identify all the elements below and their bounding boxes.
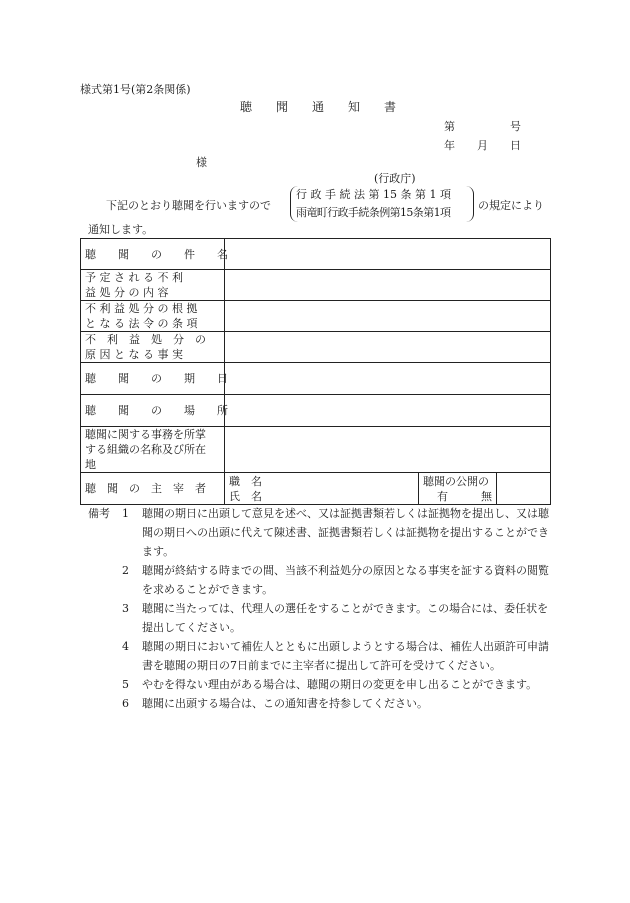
intro-text-second-line: 通知します。 — [88, 223, 154, 236]
name-label: 氏 名 — [229, 489, 262, 503]
note-text: 聴聞が終結する時までの間、当該不利益処分の原因となる事実を証する資料の閲覧を求めることができます。 — [142, 564, 549, 596]
document-number: 第 号 — [444, 120, 521, 133]
table-row — [81, 427, 551, 473]
addressee-suffix: 様 — [196, 156, 207, 169]
row-label-hearing-date: 聴 聞 の 期 日 — [81, 363, 225, 395]
note-number: 2 — [122, 564, 129, 577]
note-text: 聴聞に出頭する場合は、この通知書を持参してください。 — [142, 697, 428, 710]
form-number: 様式第1号(第2条関係) — [80, 83, 191, 96]
table-row — [81, 270, 551, 301]
list-item — [88, 599, 558, 637]
note-number: 5 — [122, 678, 129, 691]
public-hearing-cell — [419, 473, 497, 505]
row-value-administering-office[interactable] — [225, 427, 551, 473]
row-value-hearing-subject[interactable] — [225, 239, 551, 270]
row-label-legal-basis: 不 利 益 処 分 の 根 拠 と な る 法 令 の 条 項 — [81, 301, 225, 332]
note-number: 3 — [122, 602, 129, 615]
row-label-hearing-place: 聴 聞 の 場 所 — [81, 395, 225, 427]
row-label-planned-disposition: 予 定 さ れ る 不 利 益 処 分 の 内 容 — [81, 270, 225, 301]
intro-text-before: 下記のとおり聴聞を行いますので — [106, 199, 271, 212]
table-row — [81, 301, 551, 332]
presider-position-name-cell[interactable] — [225, 473, 419, 505]
row-label-causal-facts: 不 利 益 処 分 の 原 因 と な る 事 実 — [81, 332, 225, 363]
table-row — [81, 239, 551, 270]
public-hearing-label: 聴聞の公開の — [423, 474, 489, 488]
document-date: 年 月 日 — [444, 139, 521, 152]
table-row — [81, 332, 551, 363]
public-hearing-value[interactable] — [497, 473, 551, 505]
row-label-administering-office: 聴聞に関する事務を所掌 する組織の名称及び所在 地 — [81, 427, 225, 473]
note-text: 聴聞の期日において補佐人とともに出頭しようとする場合は、補佐人出頭許可申請書を聴聞の期日の7日前までに主宰者に提出して許可を受けてください。 — [142, 640, 549, 672]
public-hearing-options[interactable]: 有 無 — [437, 489, 492, 503]
row-value-hearing-place[interactable] — [225, 395, 551, 427]
document-title: 聴 聞 通 知 書 — [240, 100, 397, 114]
intro-text-after: の規定により — [478, 199, 544, 212]
list-item — [88, 504, 558, 561]
list-item — [88, 561, 558, 599]
list-item — [88, 675, 558, 694]
table-row — [81, 395, 551, 427]
issuer-label: (行政庁) — [374, 172, 416, 185]
note-number: 6 — [122, 697, 129, 710]
hearing-details-table — [80, 238, 551, 505]
note-text: 聴聞に当たっては、代理人の選任をすることができます。この場合には、委任状を提出してください。 — [142, 602, 549, 634]
notes-heading: 備考 — [88, 507, 110, 520]
row-value-planned-disposition[interactable] — [225, 270, 551, 301]
list-item — [88, 694, 558, 713]
note-text: やむを得ない理由がある場合は、聴聞の期日の変更を申し出ることができます。 — [142, 678, 538, 691]
list-item — [88, 637, 558, 675]
row-value-legal-basis[interactable] — [225, 301, 551, 332]
row-label-presider: 聴 聞 の 主 宰 者 — [81, 473, 225, 505]
table-row — [81, 473, 551, 505]
position-label: 職 名 — [229, 474, 262, 488]
row-value-causal-facts[interactable] — [225, 332, 551, 363]
law-option-2: 雨竜町行政手続条例第15条第1項 — [296, 206, 451, 219]
row-value-hearing-date[interactable] — [225, 363, 551, 395]
table-row — [81, 363, 551, 395]
note-text: 聴聞の期日に出頭して意見を述べ、又は証拠書類若しくは証拠物を提出し、又は聴聞の期日への出頭に代えて陳述書、証拠書類若しくは証拠物を提出することができます。 — [142, 507, 549, 558]
notes-section — [88, 504, 558, 713]
row-label-hearing-subject: 聴 聞 の 件 名 — [81, 239, 225, 270]
note-number: 4 — [122, 640, 129, 653]
law-option-1: 行 政 手 続 法 第 15 条 第 1 項 — [296, 188, 451, 201]
note-number: 1 — [122, 507, 129, 520]
